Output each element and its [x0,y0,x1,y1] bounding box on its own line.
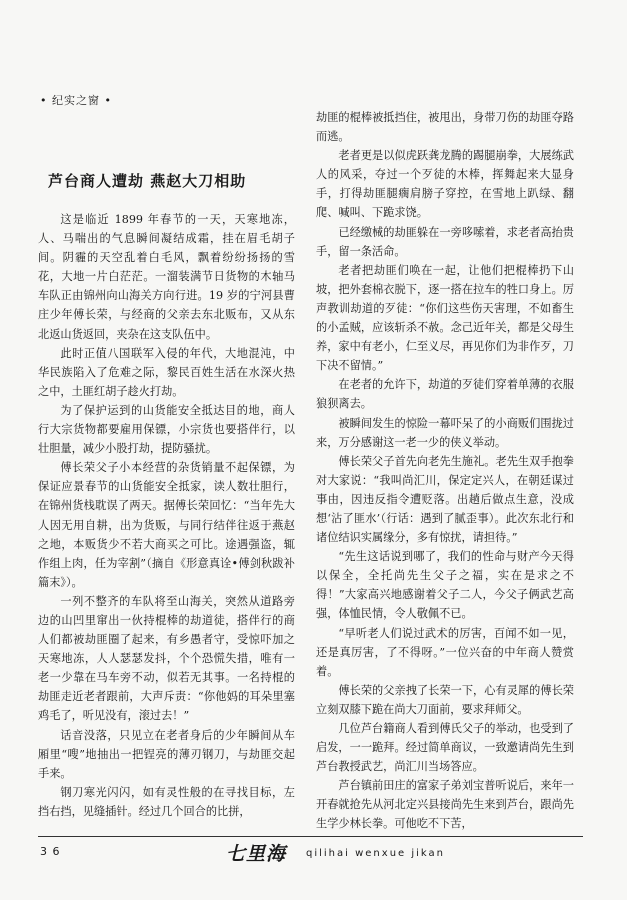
paragraph: 已经缴械的劫匪躲在一旁哆嗦着，求老者高抬贵手，留一条活命。 [316,225,574,258]
paragraph: 这是临近 1899 年春节的一天，天寒地冻，人、马喘出的气息瞬间凝结成霜，挂在眉毛胡子间。阴霾的天空乱着白毛风，飘着纷纷扬扬的雪花，大地一片白茫茫。一溜装满节日货物的木轴马车队正由锦州向山海关方向行进。19 岁的宁河县曹庄少年傅长荣，与经商的父亲去东北贩布，又从东北返山货返回，夹杂在这支队伍中。 [38,213,295,341]
paragraph: 话音没落，只见立在老者身后的少年瞬间从车厢里“嗖”地抽出一把锃亮的薄刃钢刀，与劫匪交起手来。 [38,728,295,780]
right-column [316,108,574,834]
paragraph: 钢刀寒光闪闪，如有灵性般的在寻找目标，左挡右挡，见缝插针。经过几个回合的比拼， [38,785,295,818]
left-column [38,210,295,821]
paragraph: “先生这话说到哪了，我们的性命与财产今天得以保全，全托尚先生父子之福，实在是求之不得！”大家高兴地感谢着父子二人，今父子俩武艺高强，体恤民情，令人敬佩不已。 [316,550,574,621]
paragraph: 傅长荣的父亲拽了长荣一下，心有灵犀的傅长荣立刻双膝下跪在尚大刀面前，要求拜师父。 [316,683,574,716]
paragraph: 一列不整齐的车队将至山海关，突然从道路旁边的山凹里窜出一伙持棍棒的劫道徒，搭伴行的商人们都被劫匪圈了起来，有乡愚者守，受惊吓加之天寒地冻，人人瑟瑟发抖，个个恐慌失措，唯有一老一少靠在马车旁不动，似若无其事。一名持棍的劫匪走近老者跟前，大声斥责：“你他妈的耳朵里塞鸡毛了，听见没有，滚过去！” [38,594,295,723]
paragraph: 此时正值八国联军入侵的年代，大地混沌，中华民族陷入了危难之际，黎民百姓生活在水深火热之中，土匪红胡子趁火打劫。 [38,346,295,398]
paragraph: “早听老人们说过武术的厉害，百闻不如一见，还是真厉害，了不得呀。”一位兴奋的中年商人赞赏着。 [316,626,574,678]
section-tag: • 纪实之窗 • [40,94,112,107]
journal-name: qilihai wenxue jikan [306,848,445,859]
paragraph: 劫匪的棍棒被抵挡住，被甩出，身带刀伤的劫匪夺路而逃。 [316,111,574,144]
paragraph: 傅长荣父子小本经营的杂货销量不起保镖，为保证应景春节的山货能安全抵家，读人数壮胆行，在锦州货栈耽误了两天。据傅长荣回忆：“当年先大人因无用自耕，出为货贩，与同行结伴往返于燕赵之地，本贩货少不若大商买之可比。途遇强盗，辄作组上肉，任为宰割”（摘自《形意真诠•傅剑秋跋补篇末》）。 [38,461,295,589]
paragraph: 傅长荣父子首先向老先生施礼。老先生双手抱拳对大家说：“我叫尚汇川，保定定兴人，在朝廷谋过事由，因违反指令遭贬落。出趟后做点生意，没成想‘沾了匪水’（行话：遇到了腻歪事）。此次东北行和诸位结识实属缘分，多有惊扰，请担待。” [316,454,574,545]
paragraph: 老者把劫匪们唤在一起，让他们把棍棒扔下山坡，把外套棉衣脱下，逐一搭在拉车的牲口身上。厉声教训劫道的歹徒：“你们这些伤天害理，不如畜生的小孟贼，应该斩杀不赦。念己近年关，都是父母生养，家中有老小，仁至义尽，再见你们为非作歹，刀下决不留情。” [316,263,574,373]
paragraph: 被瞬间发生的惊险一幕吓呆了的小商贩们围拢过来，万分感谢这一老一少的侠义举动。 [316,416,574,449]
paragraph: 老者更是以似虎跃龚龙腾的踢腿崩拳，大展练武人的风采，夺过一个歹徒的木棒，挥舞起来大显身手，打得劫匪腿瘸肩膀子穿控，在雪地上趴绿、翻爬、喊叫、下跪求饶。 [316,149,574,220]
paragraph: 几位芦台籍商人看到傅氏父子的举动，也受到了启发，一一跪拜。经过简单商议，一致邀请尚先生到芦台教授武艺，尚汇川当场答应。 [316,722,574,774]
paragraph: 在老者的允许下，劫道的歹徒们穿着单薄的衣服狼狈离去。 [316,378,574,411]
paragraph: 芦台镇前田庄的富家子弟刘宝普听说后，来年一开春就抢先从河北定兴县接尚先生来到芦台，跟尚先生学少林长拳。可他吃不下苦， [316,779,574,831]
page-number: 3 6 [40,845,61,858]
paragraph: 为了保护运到的山货能安全抵达目的地，商人行大宗货物都要雇用保镖，小宗货也要搭伴行，以壮胆量，减少小股打劫，提防骚扰。 [38,403,295,456]
article-title: 芦台商人遭劫 燕赵大刀相助 [48,172,247,190]
journal-logo: 七里海 [226,843,287,865]
page-footer [38,836,583,867]
